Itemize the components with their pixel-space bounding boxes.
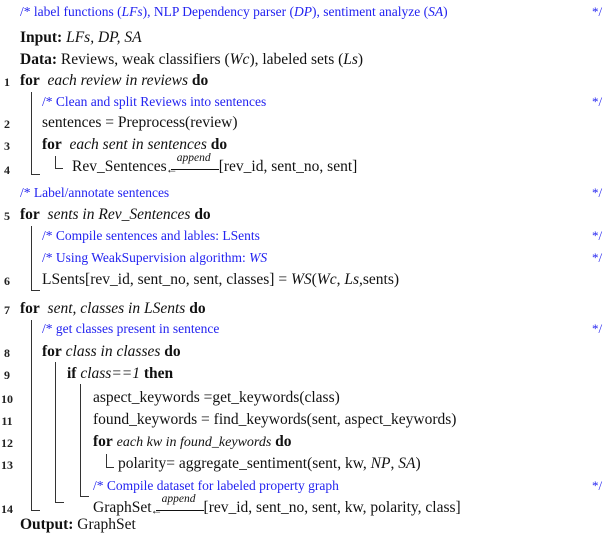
block-end — [80, 496, 89, 497]
line-number: 9 — [4, 368, 10, 382]
line-number: 3 — [4, 139, 10, 153]
block-end — [31, 290, 40, 291]
output-line: Output: GraphSet — [20, 516, 136, 533]
algo-line-4: Rev_Sentences append ← [rev_id, sent_no, sent] — [72, 152, 358, 176]
block-bar — [31, 320, 32, 510]
line-number: 10 — [1, 392, 13, 406]
algo-line-8: for class in classes do — [42, 343, 181, 360]
algo-line-11: found_keywords = find_keywords(sent, aspect_keywords) — [93, 411, 457, 428]
line-number: 6 — [4, 274, 10, 288]
comment-line: /* get classes present in sentence — [42, 321, 220, 336]
algo-line-6: LSents[rev_id, sent_no, sent, classes] = WS(Wc, Ls,sents) — [42, 271, 400, 288]
algo-line-9: if class==1 then — [67, 365, 174, 382]
line-number: 2 — [4, 117, 10, 131]
algo-line-12: for each kw in found_keywords do — [93, 433, 292, 450]
algo-line-3: for each sent in sentences do — [42, 136, 228, 153]
comment-end: */ — [592, 4, 603, 19]
append-arrow: append ← — [152, 498, 204, 518]
algo-line-2: sentences = Preprocess(review) — [42, 114, 238, 131]
comment-end: */ — [592, 94, 603, 109]
append-arrow: append ← — [167, 157, 219, 177]
block-bar — [106, 454, 107, 467]
comment-end: */ — [592, 185, 603, 200]
comment-end: */ — [592, 478, 603, 493]
line-number: 1 — [4, 75, 10, 89]
block-end — [31, 174, 40, 175]
comment-line: /* Using WeakSupervision algorithm: WS — [42, 250, 268, 265]
algo-line-14: GraphSet append ← [rev_id, sent_no, sent, kw, polarity, class] — [93, 493, 461, 517]
block-end — [55, 168, 63, 169]
comment-end: */ — [592, 250, 603, 265]
comment-end: */ — [592, 228, 603, 243]
algo-line-10: aspect_keywords =get_keywords(class) — [93, 389, 340, 406]
block-bar — [31, 226, 32, 290]
comment-line: /* Label/annotate sentences — [20, 185, 170, 200]
block-bar — [31, 92, 32, 174]
comment-line: /* Clean and split Reviews into sentences — [42, 94, 267, 109]
block-end — [106, 467, 114, 468]
algo-line-1: for each review in reviews do — [20, 72, 209, 89]
line-number: 8 — [4, 346, 10, 360]
line-number: 5 — [4, 209, 10, 223]
algo-line-5: for sents in Rev_Sentences do — [20, 206, 211, 223]
block-bar — [80, 384, 81, 496]
comment-line: /* Compile dataset for labeled property graph — [93, 478, 339, 493]
block-end — [55, 502, 64, 503]
block-end — [31, 510, 40, 511]
comment-line: /* Compile sentences and lables: LSents — [42, 228, 260, 243]
data-line: Data: Reviews, weak classifiers (Wc), labeled sets (Ls) — [20, 51, 364, 68]
header-comment: /* label functions (LFs), NLP Dependency parser (DP), sentiment analyze (SA) — [20, 4, 448, 19]
algo-line-7: for sent, classes in LSents do — [20, 300, 206, 317]
line-number: 11 — [1, 414, 13, 428]
block-bar — [55, 362, 56, 502]
line-number: 7 — [4, 303, 10, 317]
algo-line-13: polarity= aggregate_sentiment(sent, kw, NP, SA) — [118, 455, 421, 472]
line-number: 4 — [4, 163, 10, 177]
line-number: 13 — [1, 458, 13, 472]
input-line: Input: LFs, DP, SA — [20, 29, 142, 46]
block-bar — [55, 156, 56, 168]
comment-end: */ — [592, 321, 603, 336]
line-number: 12 — [1, 436, 13, 450]
line-number: 14 — [1, 502, 13, 516]
